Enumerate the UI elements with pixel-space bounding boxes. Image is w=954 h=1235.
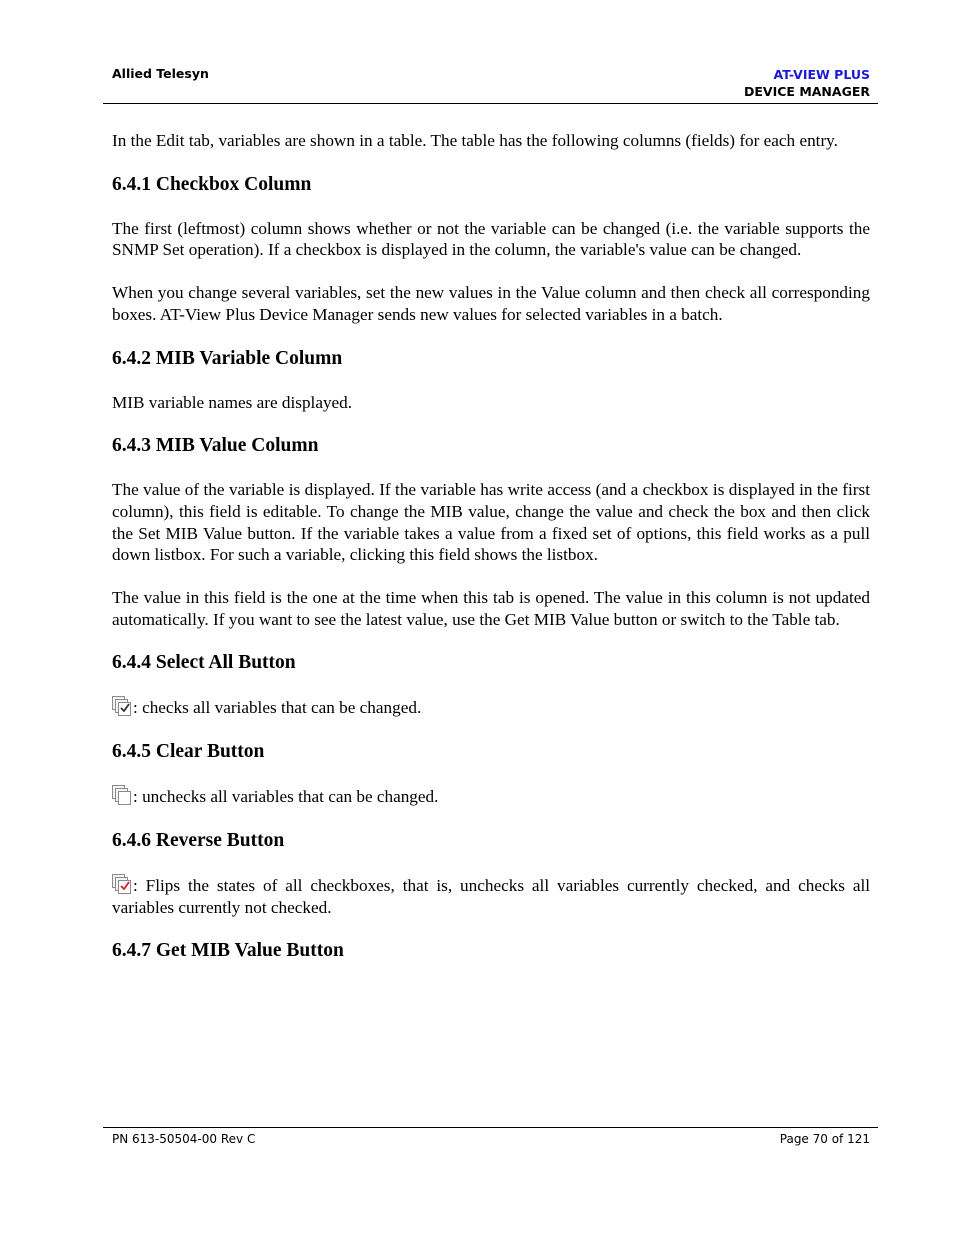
select-all-icon	[112, 696, 132, 715]
section-6-4-1-paragraph-1: The first (leftmost) column shows whether or not the variable can be changed (i.e. the variable supports the SNMP Set operation). If a checkbox is displayed in the column, the variable's value can be changed.	[112, 218, 870, 260]
header-product: AT-VIEW PLUS	[773, 67, 870, 82]
footer-divider	[103, 1127, 878, 1128]
section-6-4-6-paragraph-1	[112, 874, 870, 918]
footer-part-number: PN 613-50504-00 Rev C	[112, 1132, 256, 1146]
section-6-4-2-paragraph-1: MIB variable names are displayed.	[112, 392, 353, 412]
page-body	[112, 130, 870, 963]
reverse-icon	[112, 874, 132, 893]
section-6-4-7-heading: 6.4.7 Get MIB Value Button	[112, 940, 344, 962]
header-subtitle: DEVICE MANAGER	[744, 84, 870, 99]
header-company: Allied Telesyn	[112, 66, 209, 81]
section-6-4-5-heading: 6.4.5 Clear Button	[112, 741, 265, 763]
header-product-block	[744, 66, 870, 100]
section-6-4-1-paragraph-2: When you change several variables, set the new values in the Value column and then check all corresponding boxes. AT-View Plus Device Manager sends new values for selected variables in a batch.	[112, 283, 870, 324]
section-6-4-3-paragraph-2: The value in this field is the one at the time when this tab is opened. The value in this column is not updated automatically. If you want to see the latest value, use the Get MIB Value button or switch to the Table tab.	[112, 588, 870, 629]
intro-paragraph: In the Edit tab, variables are shown in a table. The table has the following columns (fields) for each entry.	[112, 131, 838, 150]
section-6-4-3-paragraph-1: The value of the variable is displayed. If the variable has write access (and a checkbox is displayed in the first column), this field is editable. To change the MIB value, change the value and check the box and then click the Set MIB Value button. If the variable takes a value from a fixed set of options, this field works as a pull down listbox. For such a variable, clicking this field shows the listbox.	[112, 480, 870, 565]
clear-description: : unchecks all variables that can be changed.	[133, 787, 439, 807]
section-6-4-3-heading: 6.4.3 MIB Value Column	[112, 435, 319, 457]
section-6-4-4-heading: 6.4.4 Select All Button	[112, 652, 296, 674]
footer-page-number: Page 70 of 121	[779, 1132, 870, 1146]
section-6-4-5-paragraph-1	[112, 785, 870, 808]
clear-icon	[112, 785, 132, 804]
header-divider	[103, 103, 878, 104]
reverse-description: : Flips the states of all checkboxes, that is, unchecks all variables currently checked, and checks all variables currently not checked.	[112, 875, 870, 917]
section-6-4-4-paragraph-1	[112, 696, 870, 719]
section-6-4-6-heading: 6.4.6 Reverse Button	[112, 829, 285, 851]
section-6-4-2-heading: 6.4.2 MIB Variable Column	[112, 347, 343, 369]
select-all-description: : checks all variables that can be changed.	[133, 698, 422, 718]
section-6-4-1-heading: 6.4.1 Checkbox Column	[112, 173, 312, 195]
